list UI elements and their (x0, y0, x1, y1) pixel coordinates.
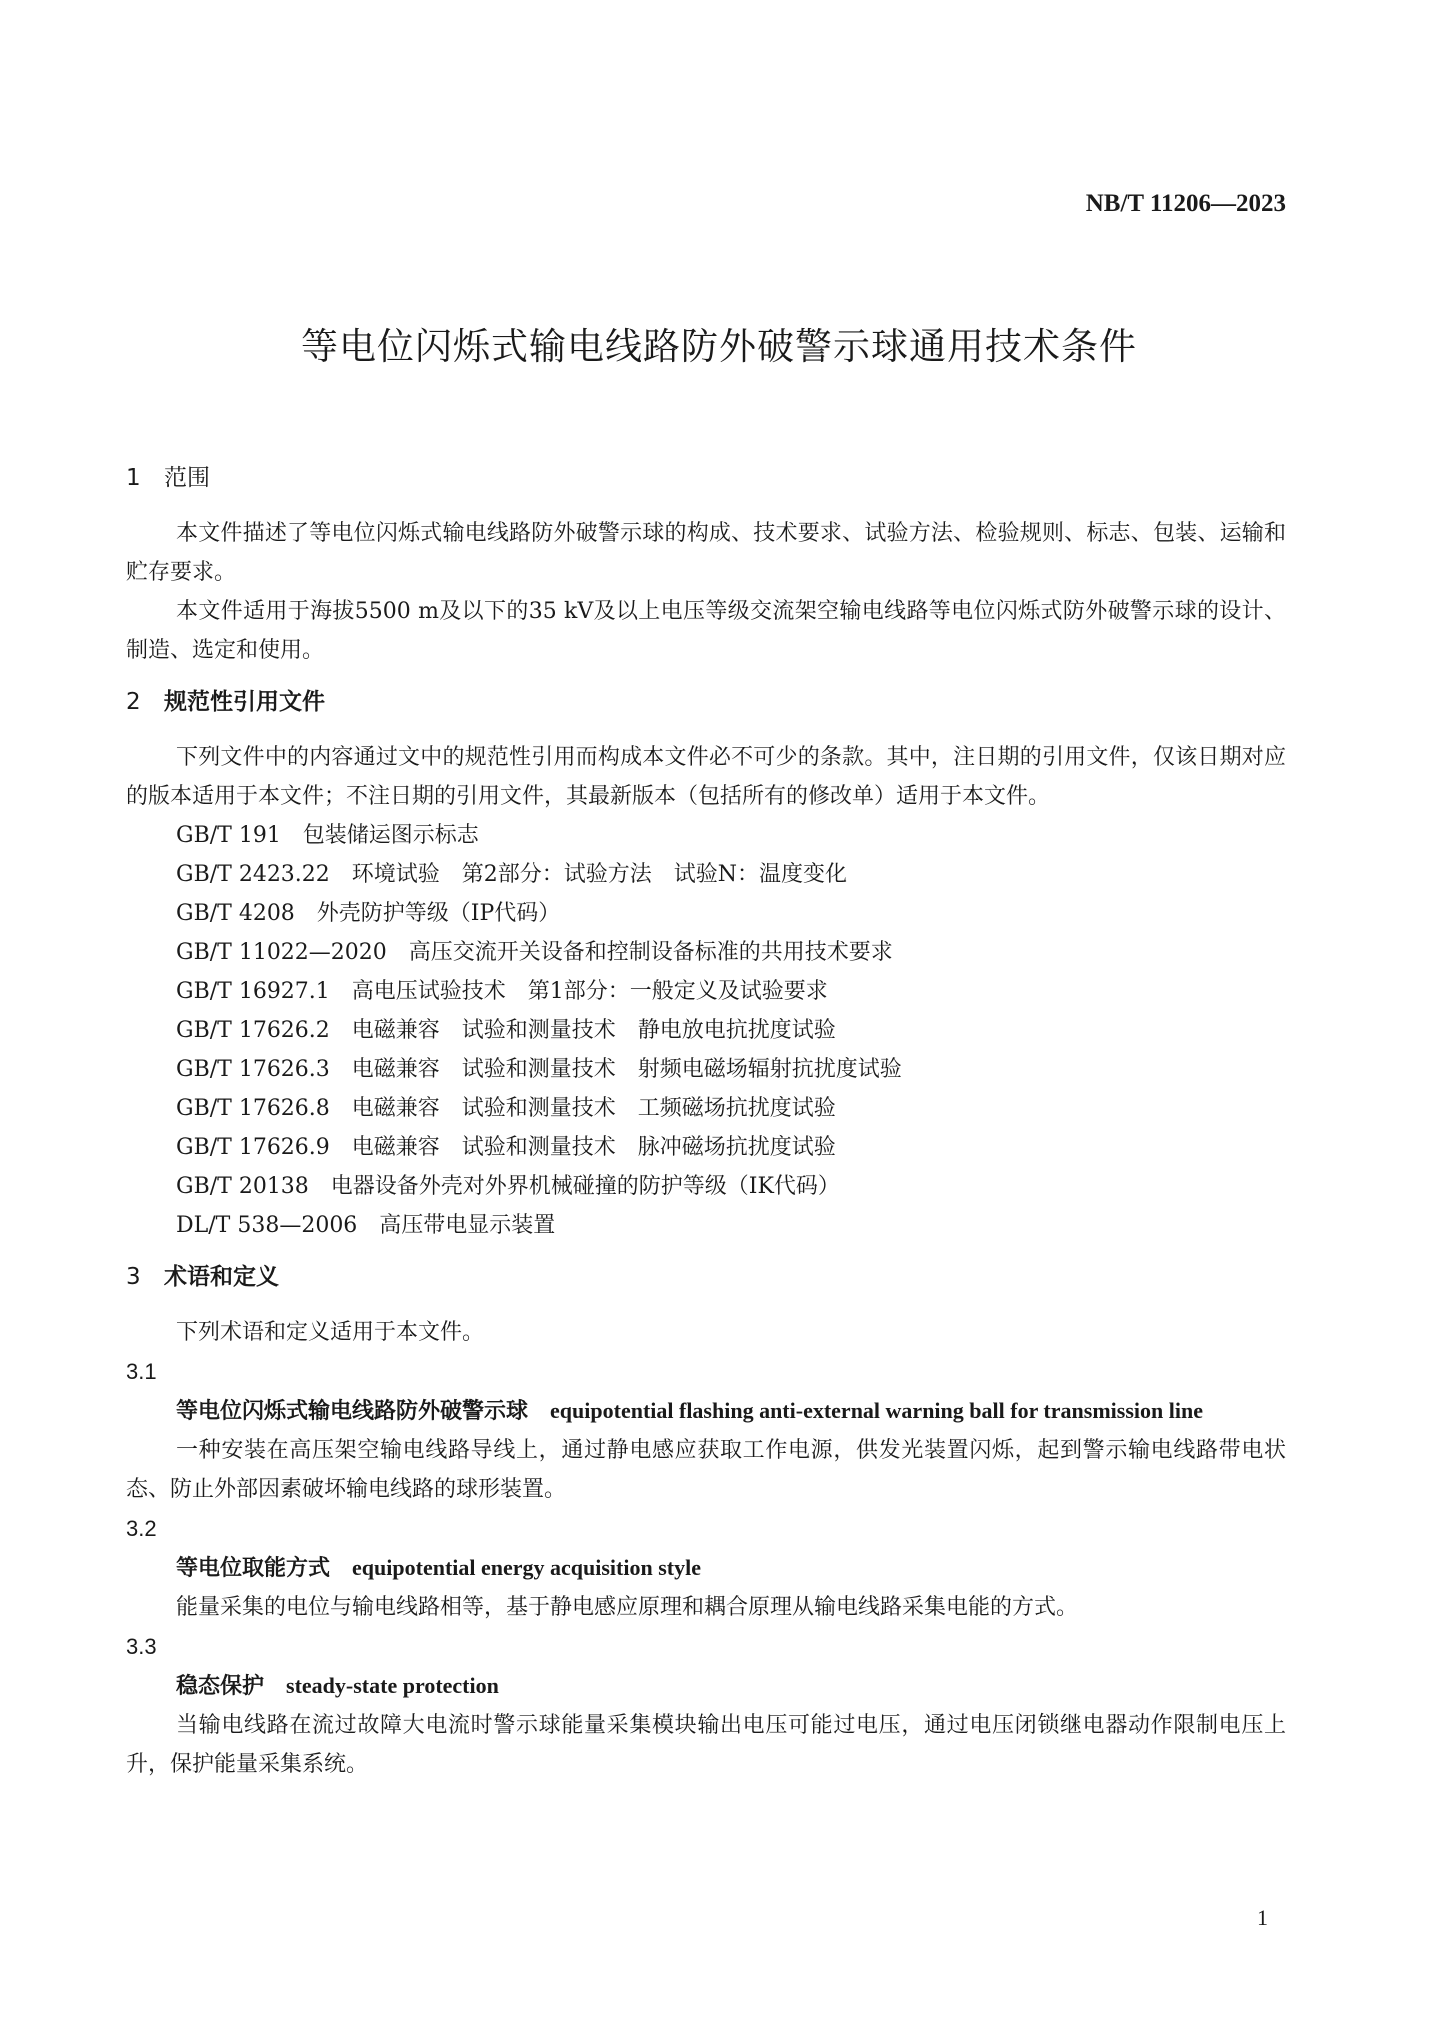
reference-item: DL/T 538—2006 高压带电显示装置 (176, 1213, 556, 1238)
term-zh: 稳态保护 (176, 1673, 265, 1699)
reference-item: GB/T 16927.1 高电压试验技术 第1部分：一般定义及试验要求 (176, 979, 828, 1004)
document-title: 等电位闪烁式输电线路防外破警示球通用技术条件 (301, 325, 1137, 368)
term-definition: 一种安装在高压架空输电线路导线上，通过静电感应获取工作电源，供发光装置闪烁，起到警示输电线路带电状态、防止外部因素破坏输电线路的球形装置。 (126, 1438, 1286, 1502)
reference-list (126, 816, 1286, 1245)
document-body (126, 460, 1286, 1784)
reference-item: GB/T 4208 外壳防护等级（IP代码） (176, 901, 561, 926)
section-number: 1 (126, 465, 141, 491)
term-entry (126, 1627, 1286, 1784)
clause-number: 3.3 (126, 1634, 157, 1659)
paragraph: 本文件适用于海拔5500 m及以下的35 kV及以上电压等级交流架空输电线路等电位闪烁式防外破警示球的设计、制造、选定和使用。 (126, 599, 1286, 663)
section-heading (126, 684, 1286, 720)
paragraph: 本文件描述了等电位闪烁式输电线路防外破警示球的构成、技术要求、试验方法、检验规则、标志、包装、运输和贮存要求。 (126, 521, 1286, 585)
term-heading (126, 1548, 1286, 1588)
section-heading (126, 1259, 1286, 1295)
section-number: 3 (126, 1264, 141, 1290)
reference-item: GB/T 11022—2020 高压交流开关设备和控制设备标准的共用技术要求 (176, 940, 893, 965)
reference-item: GB/T 2423.22 环境试验 第2部分：试验方法 试验N：温度变化 (176, 862, 848, 887)
term-en: steady-state protection (286, 1673, 499, 1698)
standard-number: NB/T 11206—2023 (1085, 190, 1286, 217)
reference-item: GB/T 20138 电器设备外壳对外界机械碰撞的防护等级（IK代码） (176, 1174, 840, 1199)
term-zh: 等电位闪烁式输电线路防外破警示球 (176, 1398, 529, 1424)
reference-item: GB/T 17626.8 电磁兼容 试验和测量技术 工频磁场抗扰度试验 (176, 1096, 836, 1121)
term-definition: 当输电线路在流过故障大电流时警示球能量采集模块输出电压可能过电压，通过电压闭锁继电器动作限制电压上升，保护能量采集系统。 (126, 1713, 1286, 1777)
clause-number: 3.2 (126, 1516, 157, 1541)
section-number: 2 (126, 689, 141, 715)
section-title: 范围 (164, 465, 210, 491)
reference-item: GB/T 17626.9 电磁兼容 试验和测量技术 脉冲磁场抗扰度试验 (176, 1135, 836, 1160)
term-entry (126, 1352, 1286, 1509)
term-definition: 能量采集的电位与输电线路相等，基于静电感应原理和耦合原理从输电线路采集电能的方式。 (176, 1595, 1079, 1620)
reference-item: GB/T 191 包装储运图示标志 (176, 823, 479, 848)
term-heading (126, 1391, 1286, 1431)
paragraph: 下列术语和定义适用于本文件。 (176, 1320, 485, 1345)
page-number: 1 (1257, 1905, 1268, 1930)
term-heading (126, 1666, 1286, 1706)
term-en: equipotential flashing anti-external warning ball for transmission line (550, 1398, 1203, 1423)
clause-number: 3.1 (126, 1359, 157, 1384)
reference-item: GB/T 17626.3 电磁兼容 试验和测量技术 射频电磁场辐射抗扰度试验 (176, 1057, 902, 1082)
section-title: 规范性引用文件 (164, 689, 325, 715)
term-en: equipotential energy acquisition style (352, 1555, 701, 1580)
section-heading (126, 460, 1286, 496)
term-zh: 等电位取能方式 (176, 1555, 331, 1581)
section-title: 术语和定义 (164, 1264, 279, 1290)
reference-item: GB/T 17626.2 电磁兼容 试验和测量技术 静电放电抗扰度试验 (176, 1018, 836, 1043)
term-entry (126, 1509, 1286, 1627)
paragraph: 下列文件中的内容通过文中的规范性引用而构成本文件必不可少的条款。其中，注日期的引用文件，仅该日期对应的版本适用于本文件；不注日期的引用文件，其最新版本（包括所有的修改单）适用于本文件。 (126, 745, 1286, 809)
